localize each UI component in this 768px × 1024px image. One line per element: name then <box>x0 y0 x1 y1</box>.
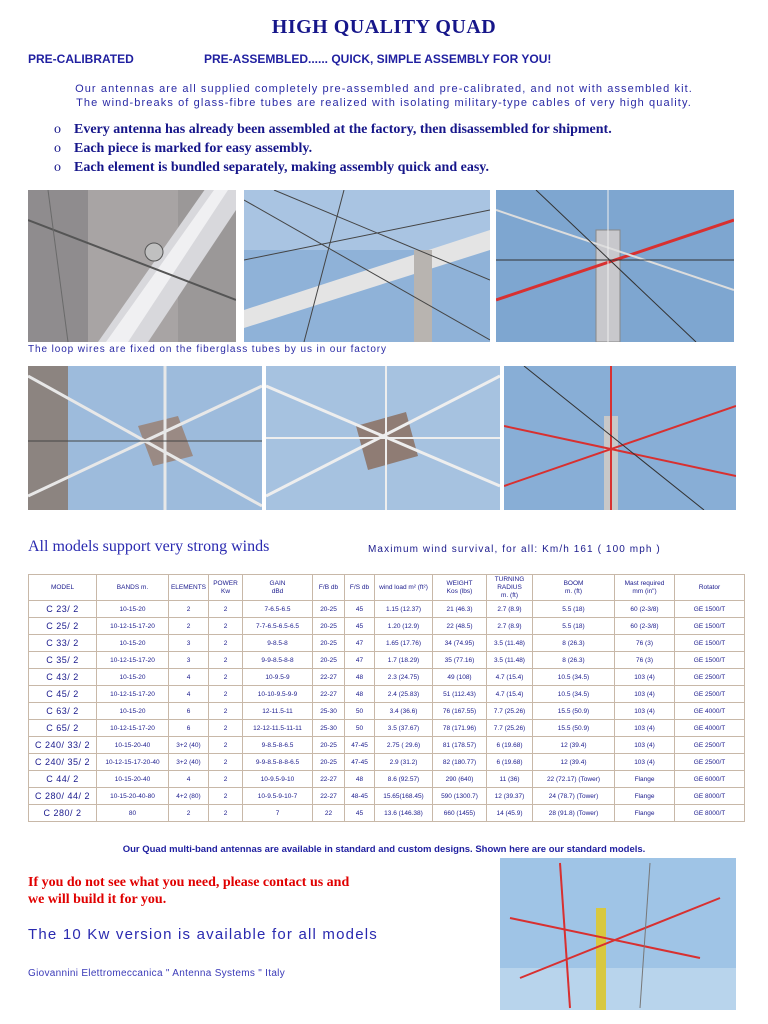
table-row <box>29 788 745 805</box>
table-cell: 4 <box>169 669 209 686</box>
table-cell: 60 (2-3/8) <box>615 601 675 618</box>
table-cell: 47-45 <box>345 754 375 771</box>
table-cell: 3.5 (11.48) <box>487 652 533 669</box>
table-cell: 10-15-20-40-80 <box>97 788 169 805</box>
table-cell: 15.65(168.45) <box>375 788 433 805</box>
table-row <box>29 652 745 669</box>
table-cell: 2 <box>209 601 243 618</box>
table-cell: 1.15 (12.37) <box>375 601 433 618</box>
table-cell: 3+2 (40) <box>169 737 209 754</box>
feature-item <box>54 122 612 141</box>
table-cell: 47 <box>345 652 375 669</box>
table-cell: 10-15-20 <box>97 703 169 720</box>
table-cell: GE 1500/T <box>675 601 745 618</box>
table-cell: 15.5 (50.9) <box>533 720 615 737</box>
table-cell: 25-30 <box>313 703 345 720</box>
contact-line-2: we will build it for you. <box>28 892 167 907</box>
table-cell: 3 <box>169 635 209 652</box>
max-wind-note: Maximum wind survival, for all: Km/h 161 ( 100 mph ) <box>368 544 661 555</box>
table-cell: Flange <box>615 788 675 805</box>
photo-star-bracket <box>28 366 262 510</box>
model-cell: C 44/ 2 <box>29 771 97 788</box>
table-cell: 103 (4) <box>615 669 675 686</box>
table-row <box>29 635 745 652</box>
table-cell: 9-9-8.5-8-8 <box>243 652 313 669</box>
spec-table <box>28 574 745 822</box>
bullet-marker: o <box>54 141 61 156</box>
table-row <box>29 669 745 686</box>
table-row <box>29 703 745 720</box>
feature-list <box>54 122 612 179</box>
table-cell: 22-27 <box>313 669 345 686</box>
column-header: wind load m² (ft²) <box>375 575 433 601</box>
table-cell: 50 <box>345 720 375 737</box>
table-cell: 81 (178.57) <box>433 737 487 754</box>
table-cell: 48 <box>345 771 375 788</box>
table-cell: 21 (46.3) <box>433 601 487 618</box>
table-cell: GE 6000/T <box>675 771 745 788</box>
table-cell: 6 <box>169 703 209 720</box>
table-cell: GE 8000/T <box>675 788 745 805</box>
table-cell: 11 (36) <box>487 771 533 788</box>
table-cell: 103 (4) <box>615 703 675 720</box>
photo-spider-plate <box>266 366 500 510</box>
photo-wire-clamp <box>28 190 236 342</box>
table-cell: 80 <box>97 805 169 822</box>
table-cell: 2 <box>209 788 243 805</box>
table-cell: 2 <box>209 618 243 635</box>
table-cell: 22-27 <box>313 771 345 788</box>
table-cell: 3+2 (40) <box>169 754 209 771</box>
feature-text: Each element is bundled separately, making assembly quick and easy. <box>74 160 490 175</box>
table-cell: 1.20 (12.9) <box>375 618 433 635</box>
table-cell: 2 <box>209 635 243 652</box>
table-cell: 4 <box>169 686 209 703</box>
table-cell: 2.9 (31.2) <box>375 754 433 771</box>
table-cell: 7-7-6.5-6.5-6.5 <box>243 618 313 635</box>
table-cell: Flange <box>615 805 675 822</box>
table-cell: 1.65 (17.76) <box>375 635 433 652</box>
column-header: BOOM m. (ft) <box>533 575 615 601</box>
table-cell: 2 <box>209 771 243 788</box>
table-cell: 13.6 (146.38) <box>375 805 433 822</box>
photo-boom-joint <box>244 190 490 342</box>
winds-heading: All models support very strong winds <box>28 538 270 555</box>
table-cell: 2 <box>209 754 243 771</box>
table-cell: 48 <box>345 669 375 686</box>
table-cell: 49 (108) <box>433 669 487 686</box>
table-cell: 2 <box>209 686 243 703</box>
table-cell: 20-25 <box>313 618 345 635</box>
subtitle-pre-assembled: PRE-ASSEMBLED...... QUICK, SIMPLE ASSEMBLY FOR YOU! <box>204 52 552 66</box>
table-cell: Flange <box>615 771 675 788</box>
photo-quad-tower <box>504 366 736 510</box>
standard-models-note: Our Quad multi-band antennas are available in standard and custom designs. Shown here are our standard models. <box>122 844 646 855</box>
table-body <box>29 601 745 822</box>
table-row <box>29 737 745 754</box>
table-cell: 2 <box>209 720 243 737</box>
table-cell: 6 <box>169 720 209 737</box>
table-cell: 48-45 <box>345 788 375 805</box>
table-cell: 7.7 (25.26) <box>487 720 533 737</box>
contact-note <box>28 874 349 908</box>
table-cell: 103 (4) <box>615 720 675 737</box>
table-cell: 20-25 <box>313 737 345 754</box>
table-cell: 10-9.5-9-10-7 <box>243 788 313 805</box>
table-cell: 20-25 <box>313 652 345 669</box>
table-cell: 10-12-15-17-20 <box>97 652 169 669</box>
table-cell: 2 <box>209 703 243 720</box>
table-cell: GE 4000/T <box>675 703 745 720</box>
table-cell: 8.6 (92.57) <box>375 771 433 788</box>
table-cell: GE 1500/T <box>675 652 745 669</box>
table-cell: 12 (39.4) <box>533 737 615 754</box>
column-header: POWER Kw <box>209 575 243 601</box>
page-title: HIGH QUALITY QUAD <box>271 16 497 38</box>
table-cell: 14 (45.9) <box>487 805 533 822</box>
model-cell: C 33/ 2 <box>29 635 97 652</box>
column-header: F/B db <box>313 575 345 601</box>
table-cell: 10.5 (34.5) <box>533 669 615 686</box>
model-cell: C 280/ 44/ 2 <box>29 788 97 805</box>
table-cell: 4.7 (15.4) <box>487 669 533 686</box>
table-cell: 2 <box>209 669 243 686</box>
model-cell: C 240/ 35/ 2 <box>29 754 97 771</box>
table-cell: 10-15-20 <box>97 601 169 618</box>
table-cell: 2.7 (8.9) <box>487 601 533 618</box>
table-cell: 47 <box>345 635 375 652</box>
photo-antenna-sky <box>500 858 736 1010</box>
table-cell: 76 (3) <box>615 652 675 669</box>
table-row <box>29 720 745 737</box>
table-cell: 76 (167.55) <box>433 703 487 720</box>
column-header: GAIN dBd <box>243 575 313 601</box>
column-header: F/S db <box>345 575 375 601</box>
table-cell: 12 (39.4) <box>533 754 615 771</box>
table-cell: 2 <box>209 805 243 822</box>
intro-line-1: Our antennas are all supplied completely pre-assembled and pre-calibrated, and not with assembled kit. <box>75 83 693 95</box>
table-cell: 20-25 <box>313 601 345 618</box>
model-cell: C 63/ 2 <box>29 703 97 720</box>
table-cell: 10-15-20 <box>97 635 169 652</box>
table-cell: 10-9.5-9-10 <box>243 771 313 788</box>
table-cell: 103 (4) <box>615 754 675 771</box>
table-cell: 2 <box>209 652 243 669</box>
table-cell: 35 (77.16) <box>433 652 487 669</box>
table-cell: 10-10-9.5-9-9 <box>243 686 313 703</box>
column-header: ELEMENTS <box>169 575 209 601</box>
table-cell: 9-8.5-8 <box>243 635 313 652</box>
table-cell: 590 (1300.7) <box>433 788 487 805</box>
table-row <box>29 618 745 635</box>
table-cell: 2.7 (8.9) <box>487 618 533 635</box>
table-cell: 2 <box>209 737 243 754</box>
table-cell: GE 1500/T <box>675 618 745 635</box>
table-cell: 10-12-15-17-20 <box>97 618 169 635</box>
table-cell: 3.5 (37.67) <box>375 720 433 737</box>
table-cell: 22-27 <box>313 788 345 805</box>
table-cell: GE 8000/T <box>675 805 745 822</box>
table-cell: 12-12-11.5-11-11 <box>243 720 313 737</box>
table-cell: 2.3 (24.75) <box>375 669 433 686</box>
table-cell: 10.5 (34.5) <box>533 686 615 703</box>
table-cell: 10-15-20-40 <box>97 737 169 754</box>
photo-hub-red-arms <box>496 190 734 342</box>
table-cell: GE 1500/T <box>675 635 745 652</box>
table-cell: 34 (74.95) <box>433 635 487 652</box>
subtitle-pre-calibrated: PRE-CALIBRATED <box>28 52 134 66</box>
model-cell: C 35/ 2 <box>29 652 97 669</box>
column-header: BANDS m. <box>97 575 169 601</box>
table-cell: 2.4 (25.83) <box>375 686 433 703</box>
table-cell: 22 <box>313 805 345 822</box>
table-cell: 22 (72.17) (Tower) <box>533 771 615 788</box>
table-cell: 6 (19.68) <box>487 737 533 754</box>
table-cell: 5.5 (18) <box>533 618 615 635</box>
table-cell: GE 2500/T <box>675 754 745 771</box>
table-cell: GE 2500/T <box>675 669 745 686</box>
intro-line-2: The wind-breaks of glass-fibre tubes are realized with isolating military-type cables of very high quality. <box>76 97 692 109</box>
table-cell: GE 2500/T <box>675 686 745 703</box>
table-cell: 7.7 (25.26) <box>487 703 533 720</box>
table-cell: 10-12-15-17-20-40 <box>97 754 169 771</box>
model-cell: C 43/ 2 <box>29 669 97 686</box>
table-cell: 78 (171.96) <box>433 720 487 737</box>
table-row <box>29 771 745 788</box>
table-cell: 24 (78.7) (Tower) <box>533 788 615 805</box>
table-cell: 9-9-8.5-8-8-6.5 <box>243 754 313 771</box>
table-cell: 4.7 (15.4) <box>487 686 533 703</box>
table-row <box>29 754 745 771</box>
table-cell: GE 4000/T <box>675 720 745 737</box>
table-row <box>29 601 745 618</box>
feature-item <box>54 141 612 160</box>
column-header: Mast required mm (in") <box>615 575 675 601</box>
company-footer: Giovannini Elettromeccanica " Antenna Systems " Italy <box>28 968 286 979</box>
column-header: MODEL <box>29 575 97 601</box>
column-header: WEIGHT Kos (lbs) <box>433 575 487 601</box>
table-row <box>29 805 745 822</box>
table-cell: 76 (3) <box>615 635 675 652</box>
table-cell: 22 (48.5) <box>433 618 487 635</box>
table-cell: 3 <box>169 652 209 669</box>
table-cell: 10-12-15-17-20 <box>97 720 169 737</box>
bullet-marker: o <box>54 122 61 137</box>
table-cell: 45 <box>345 618 375 635</box>
table-cell: 8 (26.3) <box>533 652 615 669</box>
table-cell: 12 (39.37) <box>487 788 533 805</box>
feature-text: Every antenna has already been assembled at the factory, then disassembled for shipment. <box>74 122 612 137</box>
table-cell: 10-15-20-40 <box>97 771 169 788</box>
table-cell: 45 <box>345 805 375 822</box>
table-cell: 20-25 <box>313 635 345 652</box>
table-cell: GE 2500/T <box>675 737 745 754</box>
table-cell: 2.75 ( 29.6) <box>375 737 433 754</box>
model-cell: C 240/ 33/ 2 <box>29 737 97 754</box>
table-cell: 22-27 <box>313 686 345 703</box>
column-header: Rotator <box>675 575 745 601</box>
model-cell: C 25/ 2 <box>29 618 97 635</box>
table-cell: 8 (26.3) <box>533 635 615 652</box>
table-cell: 7-6.5-6.5 <box>243 601 313 618</box>
model-cell: C 280/ 2 <box>29 805 97 822</box>
table-row <box>29 686 745 703</box>
table-cell: 3.4 (36.6) <box>375 703 433 720</box>
table-cell: 48 <box>345 686 375 703</box>
table-cell: 4 <box>169 771 209 788</box>
table-cell: 9-8.5-8-6.5 <box>243 737 313 754</box>
table-cell: 51 (112.43) <box>433 686 487 703</box>
table-cell: 10-9.5-9 <box>243 669 313 686</box>
table-cell: 5.5 (18) <box>533 601 615 618</box>
contact-line-1: If you do not see what you need, please contact us and <box>28 875 350 890</box>
table-cell: 290 (640) <box>433 771 487 788</box>
table-cell: 2 <box>169 601 209 618</box>
table-cell: 10-12-15-17-20 <box>97 686 169 703</box>
table-cell: 7 <box>243 805 313 822</box>
table-cell: 12-11.5-11 <box>243 703 313 720</box>
bullet-marker: o <box>54 160 61 175</box>
table-cell: 50 <box>345 703 375 720</box>
intro-paragraph <box>0 82 768 110</box>
table-cell: 2 <box>169 618 209 635</box>
feature-item <box>54 160 612 179</box>
feature-text: Each piece is marked for easy assembly. <box>74 141 313 156</box>
kw-version-note: The 10 Kw version is available for all models <box>28 926 378 943</box>
table-cell: 25-30 <box>313 720 345 737</box>
table-cell: 20-25 <box>313 754 345 771</box>
model-cell: C 45/ 2 <box>29 686 97 703</box>
table-cell: 103 (4) <box>615 737 675 754</box>
table-cell: 4+2 (80) <box>169 788 209 805</box>
table-cell: 660 (1455) <box>433 805 487 822</box>
photo-caption: The loop wires are fixed on the fiberglass tubes by us in our factory <box>28 344 387 355</box>
table-cell: 82 (180.77) <box>433 754 487 771</box>
table-cell: 10-15-20 <box>97 669 169 686</box>
table-cell: 45 <box>345 601 375 618</box>
model-cell: C 65/ 2 <box>29 720 97 737</box>
table-cell: 47-45 <box>345 737 375 754</box>
table-cell: 28 (91.8) (Tower) <box>533 805 615 822</box>
table-cell: 2 <box>169 805 209 822</box>
table-cell: 15.5 (50.9) <box>533 703 615 720</box>
table-cell: 3.5 (11.48) <box>487 635 533 652</box>
column-header: TURNING RADIUS m. (ft) <box>487 575 533 601</box>
table-cell: 6 (19.68) <box>487 754 533 771</box>
table-cell: 60 (2-3/8) <box>615 618 675 635</box>
table-cell: 103 (4) <box>615 686 675 703</box>
table-header-row <box>29 575 745 601</box>
table-cell: 1.7 (18.29) <box>375 652 433 669</box>
model-cell: C 23/ 2 <box>29 601 97 618</box>
